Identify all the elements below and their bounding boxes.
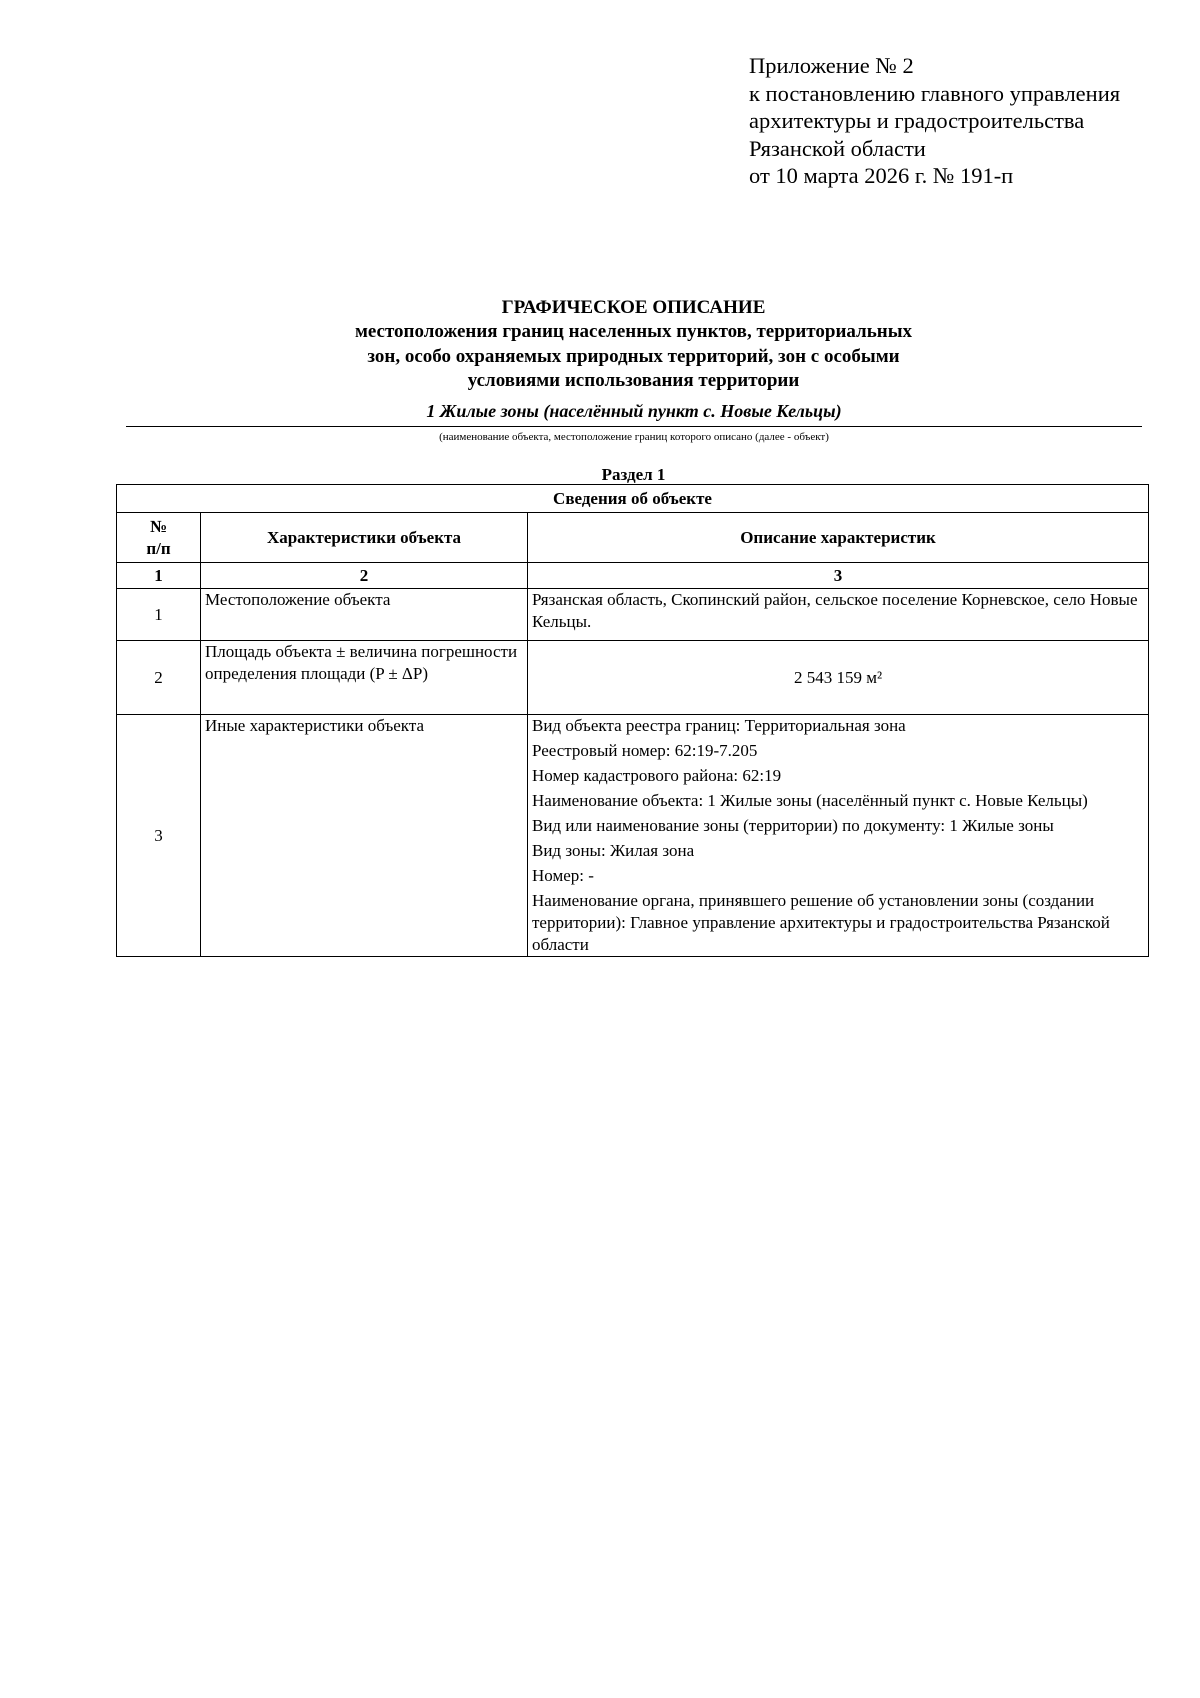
document-subtitle-line: условиями использования территории	[467, 370, 800, 391]
table-caption: Сведения об объекте	[117, 485, 1149, 513]
row-number: 1	[117, 589, 201, 641]
document-title-block	[0, 296, 1200, 394]
object-name: 1 Жилые зоны (населённый пункт с. Новые Кельцы)	[426, 401, 842, 421]
table-row	[117, 715, 1149, 957]
appendix-block	[749, 52, 1120, 190]
document-subtitle-line: местоположения границ населенных пунктов, территориальных	[354, 321, 913, 342]
description-line: Реестровый номер: 62:19-7.205	[532, 741, 758, 760]
header-num-line2: п/п	[146, 538, 171, 558]
table-header-row	[117, 513, 1149, 563]
document-subtitle-line: зон, особо охраняемых природных территорий, зон с особыми	[367, 345, 900, 367]
column-number: 3	[528, 563, 1149, 589]
appendix-line: Рязанской области	[749, 135, 926, 161]
column-number: 2	[201, 563, 528, 589]
object-name-underline	[126, 426, 1142, 427]
column-number: 1	[117, 563, 201, 589]
row-characteristic: Иные характеристики объекта	[201, 715, 528, 957]
appendix-line: Приложение № 2	[749, 53, 914, 78]
table-row	[117, 589, 1149, 641]
appendix-line: к постановлению главного управления	[749, 80, 1121, 106]
description-line: Вид объекта реестра границ: Территориальная зона	[532, 716, 906, 735]
description-line: Вид или наименование зоны (территории) по документу: 1 Жилые зоны	[532, 816, 1054, 835]
section-title: Раздел 1	[601, 465, 666, 484]
appendix-date-line: от 10 марта 2026 г. № 191-п	[749, 163, 1014, 188]
row-number: 3	[117, 715, 201, 957]
row-characteristic: Местоположение объекта	[201, 589, 528, 641]
table-caption-row	[117, 485, 1149, 513]
row-description-list	[528, 715, 1149, 957]
column-number-row	[117, 563, 1149, 589]
table-row	[117, 641, 1149, 715]
row-characteristic: Площадь объекта ± величина погрешности определения площади (P ± ΔP)	[201, 641, 528, 715]
header-description: Описание характеристик	[528, 513, 1149, 563]
row-description: 2 543 159 м²	[528, 641, 1149, 715]
object-info-table	[116, 484, 1149, 957]
description-line: Наименование органа, принявшего решение об установлении зоны (создании территории): Главное управление архитектуры и градостроительства Рязанской области	[532, 891, 1110, 954]
description-line: Вид зоны: Жилая зона	[532, 841, 695, 860]
header-characteristics: Характеристики объекта	[201, 513, 528, 563]
description-line: Номер кадастрового района: 62:19	[532, 766, 782, 785]
object-caption: (наименование объекта, местоположение границ которого описано (далее - объект)	[439, 431, 829, 443]
header-num-line1: №	[149, 516, 168, 536]
description-line: Номер: -	[532, 866, 594, 885]
header-num	[117, 513, 201, 563]
document-title: ГРАФИЧЕСКОЕ ОПИСАНИЕ	[501, 297, 766, 318]
appendix-line: архитектуры и градостроительства	[749, 108, 1085, 133]
row-number: 2	[117, 641, 201, 715]
description-line: Наименование объекта: 1 Жилые зоны (населённый пункт с. Новые Кельцы)	[532, 791, 1088, 810]
row-description: Рязанская область, Скопинский район, сельское поселение Корневское, село Новые Кельцы.	[528, 589, 1149, 641]
